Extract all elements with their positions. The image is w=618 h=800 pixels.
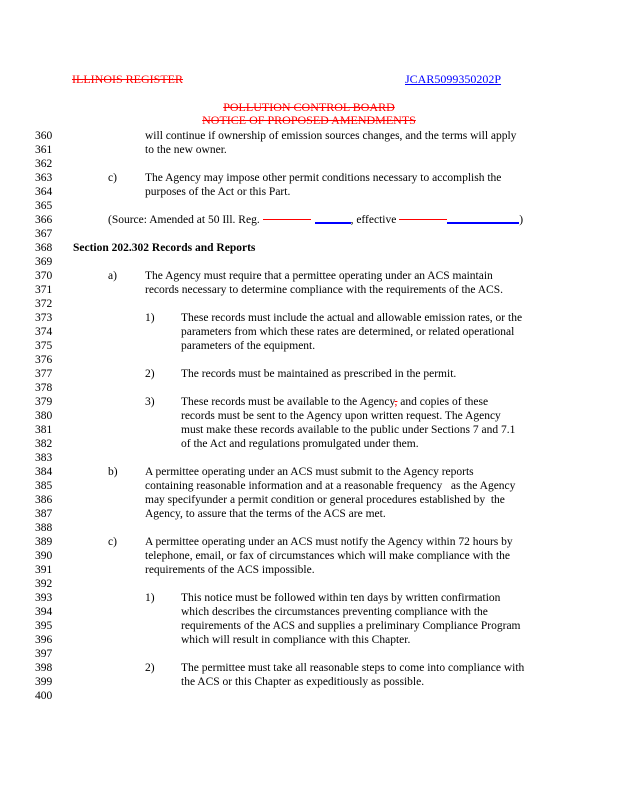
line-number: 362	[35, 158, 53, 170]
line-text: The records must be maintained as prescribed in the permit.	[181, 368, 457, 380]
notice-title: NOTICE OF PROPOSED AMENDMENTS	[202, 113, 416, 127]
line-number: 368	[35, 242, 53, 254]
register-header: ILLINOIS REGISTER	[72, 72, 183, 86]
line-text: which will result in compliance with this Chapter.	[181, 634, 411, 646]
line-text: The Agency may impose other permit conditions necessary to accomplish the	[145, 172, 502, 184]
line-number: 373	[35, 312, 53, 324]
line-text: containing reasonable information and at a reasonable frequency as the Agency	[145, 480, 516, 492]
line-text: may specifyunder a permit condition or general procedures established by the	[145, 494, 505, 506]
line-number: 390	[35, 550, 53, 562]
line-text: will continue if ownership of emission sources changes, and the terms will apply	[145, 130, 517, 142]
line-number: 374	[35, 326, 53, 338]
line-number: 385	[35, 480, 53, 492]
line-text: A permittee operating under an ACS must notify the Agency within 72 hours by	[145, 536, 513, 548]
line-text: parameters of the equipment.	[181, 340, 316, 352]
line-text: the ACS or this Chapter as expeditiously as possible.	[181, 676, 425, 688]
line-number: 392	[35, 578, 53, 590]
line-number: 379	[35, 396, 53, 408]
line-text: must make these records available to the public under Sections 7 and 7.1	[181, 424, 516, 436]
line-number: 377	[35, 368, 53, 380]
line-number: 365	[35, 200, 53, 212]
line-number: 391	[35, 564, 53, 576]
line-number: 369	[35, 256, 53, 268]
deleted-comma: ,	[394, 396, 398, 408]
jcar-code: JCAR5099350202P	[405, 72, 502, 86]
line-number: 384	[35, 466, 53, 478]
line-text: to the new owner.	[145, 144, 227, 156]
item-marker: a)	[108, 270, 117, 282]
deleted-blank	[263, 219, 311, 220]
line-text: The Agency must require that a permittee operating under an ACS maintain	[145, 270, 493, 282]
line-number: 382	[35, 438, 53, 450]
line-number: 370	[35, 270, 53, 282]
line-text-part: These records must be available to the Agency	[181, 396, 395, 408]
line-number: 378	[35, 382, 53, 394]
board-title: POLLUTION CONTROL BOARD	[223, 100, 395, 114]
line-text: records necessary to determine compliance with the requirements of the ACS.	[145, 284, 503, 296]
line-text: Agency, to assure that the terms of the ACS are met.	[145, 508, 386, 520]
deleted-blank	[399, 219, 447, 220]
item-marker: 1)	[145, 592, 155, 604]
line-text: This notice must be followed within ten days by written confirmation	[181, 592, 501, 604]
line-text: The permittee must take all reasonable steps to come into compliance with	[181, 662, 525, 674]
line-text: These records must include the actual and allowable emission rates, or the	[181, 312, 523, 324]
line-text: parameters from which these rates are determined, or related operational	[181, 326, 515, 338]
line-number: 372	[35, 298, 53, 310]
item-marker: 2)	[145, 368, 155, 380]
line-number: 371	[35, 284, 53, 296]
line-number: 388	[35, 522, 53, 534]
line-number: 364	[35, 186, 53, 198]
line-number: 366	[35, 214, 53, 226]
line-text	[181, 395, 488, 409]
line-text: A permittee operating under an ACS must submit to the Agency reports	[145, 466, 474, 478]
item-marker: c)	[108, 536, 117, 548]
inserted-blank	[315, 222, 351, 224]
line-number: 361	[35, 144, 53, 156]
line-text: purposes of the Act or this Part.	[145, 186, 291, 198]
inserted-blank	[447, 222, 519, 224]
line-number: 381	[35, 424, 53, 436]
line-text: telephone, email, or fax of circumstances which will make compliance with the	[145, 550, 510, 562]
item-marker: b)	[108, 466, 118, 478]
line-number: 375	[35, 340, 53, 352]
line-number: 398	[35, 662, 53, 674]
line-number: 387	[35, 508, 53, 520]
line-number: 367	[35, 228, 53, 240]
line-number: 360	[35, 130, 53, 142]
line-text-part: and copies of these	[397, 396, 489, 408]
line-number: 399	[35, 676, 53, 688]
line-number: 389	[35, 536, 53, 548]
line-text: requirements of the ACS and supplies a preliminary Compliance Program	[181, 620, 521, 632]
item-marker: 3)	[145, 396, 155, 408]
line-number: 393	[35, 592, 53, 604]
line-number: 363	[35, 172, 53, 184]
line-text: records must be sent to the Agency upon written request. The Agency	[181, 410, 501, 422]
line-number: 383	[35, 452, 53, 464]
line-text: of the Act and regulations promulgated under them.	[181, 438, 419, 450]
source-close: )	[519, 214, 524, 226]
line-text: requirements of the ACS impossible.	[145, 564, 315, 576]
item-marker: c)	[108, 172, 117, 184]
source-effective: , effective	[350, 214, 400, 226]
source-text: (Source: Amended at 50 Ill. Reg.	[108, 214, 263, 226]
line-number: 380	[35, 410, 53, 422]
line-number: 376	[35, 354, 53, 366]
line-number: 394	[35, 606, 53, 618]
item-marker: 2)	[145, 662, 155, 674]
section-heading: Section 202.302 Records and Reports	[73, 242, 256, 254]
line-number: 397	[35, 648, 53, 660]
line-number: 395	[35, 620, 53, 632]
line-number: 396	[35, 634, 53, 646]
source-note	[108, 213, 523, 227]
line-text: which describes the circumstances preventing compliance with the	[181, 606, 488, 618]
line-number: 386	[35, 494, 53, 506]
line-number: 400	[35, 690, 53, 702]
item-marker: 1)	[145, 312, 155, 324]
